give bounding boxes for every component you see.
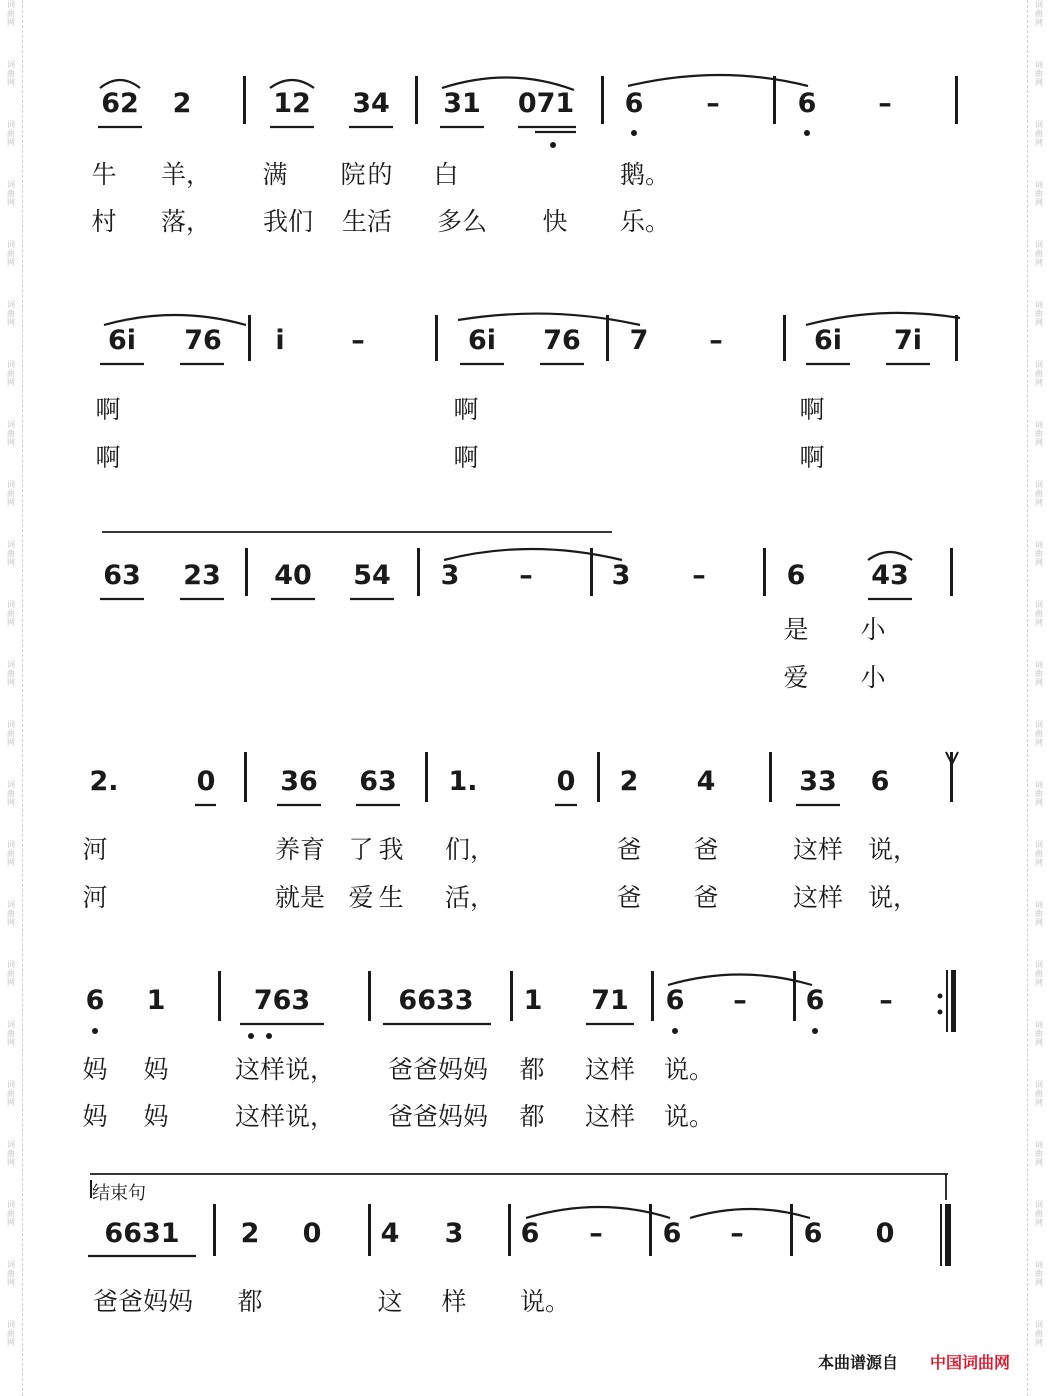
watermark-text: 词 曲 网 xyxy=(7,1140,15,1167)
watermark-text: 词 曲 网 xyxy=(7,660,15,687)
dash: – xyxy=(730,1218,744,1249)
watermark-text: 词 曲 网 xyxy=(7,1200,15,1227)
note: 2 xyxy=(172,88,192,119)
lyric: 小 xyxy=(860,615,886,644)
watermark-text: 词 曲 网 xyxy=(7,1080,15,1107)
note: 6i xyxy=(467,325,497,356)
note: 3 xyxy=(611,560,631,591)
dash: – xyxy=(351,325,365,356)
slur xyxy=(668,975,812,986)
slur xyxy=(100,80,140,88)
lyric: 都 xyxy=(237,1287,263,1316)
lyric: 妈 xyxy=(82,1055,108,1084)
left-margin-strip xyxy=(0,0,23,1396)
lyric: 白 xyxy=(433,160,459,189)
note: 6 xyxy=(85,985,105,1016)
lyric: 啊 xyxy=(95,443,121,472)
lyric: 说。 xyxy=(663,1102,715,1131)
notes-row xyxy=(0,325,1050,375)
note: 0 xyxy=(556,766,576,797)
lyric: 快 xyxy=(542,207,568,236)
watermark-text: 词 曲 网 xyxy=(7,1260,15,1287)
octave-dot xyxy=(550,142,556,148)
lyric: 多么 xyxy=(436,207,488,236)
lyric: 啊 xyxy=(799,395,825,424)
lyric: 爸爸妈妈 xyxy=(92,1287,194,1316)
slur xyxy=(104,315,246,325)
dash: – xyxy=(878,88,892,119)
lyric: 我 xyxy=(378,835,404,864)
barline xyxy=(218,971,221,1021)
watermark-text: 词 曲 网 xyxy=(1035,1260,1043,1287)
note: 763 xyxy=(253,985,311,1016)
lyric: 妈 xyxy=(82,1102,108,1131)
watermark-text: 词 曲 网 xyxy=(1035,420,1043,447)
watermark-text: 词 曲 网 xyxy=(1035,660,1043,687)
barline xyxy=(590,548,593,596)
dash: – xyxy=(879,985,893,1016)
note: 40 xyxy=(274,560,312,591)
lyric: 养育 xyxy=(274,835,326,864)
watermark-text: 词 曲 网 xyxy=(1035,900,1043,927)
barline xyxy=(510,971,513,1021)
watermark-text: 词 曲 网 xyxy=(1035,180,1043,207)
lyric: 牛 xyxy=(91,160,117,189)
note: 1 xyxy=(146,985,166,1016)
note: 54 xyxy=(353,560,391,591)
note: 6 xyxy=(662,1218,682,1249)
barline xyxy=(783,315,786,361)
source-prefix: 本曲谱源自 xyxy=(818,1353,899,1372)
note: 1 xyxy=(523,985,543,1016)
watermark-text: 词 曲 网 xyxy=(1035,1320,1043,1347)
lyric: 爸爸妈妈 xyxy=(387,1055,489,1084)
slur xyxy=(628,75,808,86)
lyric: 们， xyxy=(444,835,496,864)
barline xyxy=(649,1204,652,1256)
barline xyxy=(425,752,428,802)
slur xyxy=(444,549,622,560)
note: 6633 xyxy=(398,985,474,1016)
barline xyxy=(213,1204,216,1256)
barline xyxy=(508,1204,511,1256)
barline xyxy=(415,76,418,124)
watermark-text: 词 曲 网 xyxy=(7,780,15,807)
note: 7 xyxy=(629,325,649,356)
watermark-text: 词 曲 网 xyxy=(7,420,15,447)
watermark-text: 词 曲 网 xyxy=(1035,540,1043,567)
watermark-text: 词 曲 网 xyxy=(1035,360,1043,387)
note: 6 xyxy=(870,766,890,797)
dash: – xyxy=(706,88,720,119)
note: 1. xyxy=(448,766,478,797)
watermark-text: 词 曲 网 xyxy=(1035,300,1043,327)
note: 6 xyxy=(665,985,685,1016)
note: 0 xyxy=(875,1218,895,1249)
note: i xyxy=(275,325,285,356)
note: 62 xyxy=(101,88,139,119)
dash: – xyxy=(589,1218,603,1249)
barline xyxy=(950,548,953,596)
barline xyxy=(651,971,654,1021)
lyric: 爸 xyxy=(693,883,719,912)
lyric: 啊 xyxy=(95,395,121,424)
watermark-text: 词 曲 网 xyxy=(1035,240,1043,267)
lyric: 啊 xyxy=(799,443,825,472)
note: 12 xyxy=(273,88,311,119)
lyric: 生 xyxy=(378,883,404,912)
lyric: 我们 xyxy=(262,207,314,236)
note: 43 xyxy=(871,560,909,591)
watermark-text: 词 曲 网 xyxy=(1035,0,1043,27)
lyric: 的 xyxy=(367,160,393,189)
note: 2 xyxy=(240,1218,260,1249)
lyric: 这样 xyxy=(792,883,844,912)
lyric: 这 xyxy=(377,1287,403,1316)
dash: – xyxy=(733,985,747,1016)
watermark-text: 词 曲 网 xyxy=(7,240,15,267)
dash: – xyxy=(519,560,533,591)
note: 33 xyxy=(799,766,837,797)
slur xyxy=(868,552,912,560)
slur xyxy=(458,314,640,325)
note: 36 xyxy=(280,766,318,797)
watermark-text: 词 曲 网 xyxy=(1035,480,1043,507)
lyric: 这样 xyxy=(584,1102,636,1131)
ending-label: 结束句 xyxy=(92,1183,146,1204)
barline xyxy=(368,1204,371,1256)
lyric: 爸 xyxy=(616,835,642,864)
watermark-text: 词 曲 网 xyxy=(7,1320,15,1347)
lyric: 了 xyxy=(348,835,374,864)
barline xyxy=(435,315,438,361)
lyric: 小 xyxy=(860,663,886,692)
note: 3 xyxy=(444,1218,464,1249)
lyric: 爸 xyxy=(693,835,719,864)
note: 4 xyxy=(696,766,716,797)
note: 0 xyxy=(196,766,216,797)
note: 34 xyxy=(352,88,390,119)
watermark-text: 词 曲 网 xyxy=(7,900,15,927)
barline xyxy=(606,315,609,361)
lyric: 都 xyxy=(519,1055,545,1084)
lyric: 说， xyxy=(867,835,919,864)
note: 76 xyxy=(543,325,581,356)
lyric: 都 xyxy=(519,1102,545,1131)
watermark-text: 词 曲 网 xyxy=(1035,720,1043,747)
lyric: 村 xyxy=(91,207,117,236)
watermark-text: 词 曲 网 xyxy=(7,60,15,87)
watermark-text: 词 曲 网 xyxy=(1035,780,1043,807)
note: 31 xyxy=(443,88,481,119)
notes-row xyxy=(0,985,1050,1035)
watermark-text: 词 曲 网 xyxy=(1035,600,1043,627)
barline xyxy=(243,76,246,124)
watermark-text: 词 曲 网 xyxy=(1035,60,1043,87)
notes-row xyxy=(0,766,1050,816)
barline xyxy=(245,548,248,596)
watermark-text: 词 曲 网 xyxy=(1035,960,1043,987)
lyric: 妈 xyxy=(143,1102,169,1131)
watermark-text: 词 曲 网 xyxy=(1035,1020,1043,1047)
barline xyxy=(417,548,420,596)
barline xyxy=(950,752,953,802)
note: 2. xyxy=(89,766,119,797)
watermark-text: 词 曲 网 xyxy=(7,180,15,207)
dash: – xyxy=(709,325,723,356)
lyric: 乐。 xyxy=(619,207,671,236)
lyric: 生活 xyxy=(341,207,393,236)
note: 71 xyxy=(591,985,629,1016)
barline xyxy=(790,1204,793,1256)
lyric: 活， xyxy=(444,883,496,912)
notes-row xyxy=(0,1218,1050,1268)
barline xyxy=(597,752,600,802)
note: 6 xyxy=(624,88,644,119)
watermark-text: 词 曲 网 xyxy=(7,360,15,387)
watermark-text: 词 曲 网 xyxy=(1035,840,1043,867)
barline xyxy=(955,315,958,361)
watermark-text: 词 曲 网 xyxy=(7,540,15,567)
note: 6i xyxy=(813,325,843,356)
watermark-text: 词 曲 网 xyxy=(7,0,15,27)
right-margin-strip xyxy=(1027,0,1050,1396)
lyric: 说。 xyxy=(663,1055,715,1084)
watermark-text: 词 曲 网 xyxy=(7,300,15,327)
slur xyxy=(270,80,314,88)
barline xyxy=(793,971,796,1021)
source-site-link[interactable]: 中国词曲网 xyxy=(930,1353,1011,1372)
note: 0 xyxy=(302,1218,322,1249)
barline xyxy=(248,315,251,361)
barline xyxy=(244,752,247,802)
watermark-text: 词 曲 网 xyxy=(7,960,15,987)
lyric: 鹅。 xyxy=(619,160,671,189)
lyric: 羊， xyxy=(160,160,212,189)
watermark-text: 词 曲 网 xyxy=(7,720,15,747)
notes-row xyxy=(0,88,1050,138)
lyric: 河 xyxy=(82,835,108,864)
note: 6 xyxy=(803,1218,823,1249)
lyric: 是 xyxy=(783,615,809,644)
lyric: 就是 xyxy=(274,883,326,912)
note: 6 xyxy=(797,88,817,119)
note: 63 xyxy=(359,766,397,797)
lyric: 爸 xyxy=(616,883,642,912)
notes-row xyxy=(0,560,1050,610)
lyric: 样 xyxy=(441,1287,467,1316)
lyric: 说。 xyxy=(519,1287,571,1316)
lyric: 爸爸妈妈 xyxy=(387,1102,489,1131)
lyric: 说， xyxy=(867,883,919,912)
lyric: 落， xyxy=(160,207,212,236)
lyric: 这样说， xyxy=(234,1055,336,1084)
note: 6 xyxy=(520,1218,540,1249)
barline xyxy=(601,76,604,124)
lyric: 爱 xyxy=(348,883,374,912)
watermark-text: 词 曲 网 xyxy=(7,1020,15,1047)
note: 6631 xyxy=(104,1218,180,1249)
watermark-text: 词 曲 网 xyxy=(7,600,15,627)
note: 6i xyxy=(107,325,137,356)
barline xyxy=(955,76,958,124)
note: 071 xyxy=(517,88,575,119)
watermark-text: 词 曲 网 xyxy=(1035,1200,1043,1227)
slur xyxy=(806,313,960,325)
watermark-text: 词 曲 网 xyxy=(7,480,15,507)
lyric: 这样 xyxy=(584,1055,636,1084)
lyric: 河 xyxy=(82,883,108,912)
lyric: 啊 xyxy=(453,395,479,424)
watermark-text: 词 曲 网 xyxy=(1035,1080,1043,1107)
lyric: 这样说， xyxy=(234,1102,336,1131)
note: 63 xyxy=(103,560,141,591)
lyric: 这样 xyxy=(792,835,844,864)
barline xyxy=(769,752,772,802)
dash: – xyxy=(692,560,706,591)
note: 4 xyxy=(380,1218,400,1249)
note: 6 xyxy=(805,985,825,1016)
lyric: 满 xyxy=(262,160,288,189)
lyric: 妈 xyxy=(143,1055,169,1084)
lyric: 爱 xyxy=(783,663,809,692)
note: 3 xyxy=(440,560,460,591)
watermark-text: 词 曲 网 xyxy=(7,120,15,147)
watermark-text: 词 曲 网 xyxy=(7,840,15,867)
note: 6 xyxy=(786,560,806,591)
note: 7i xyxy=(893,325,923,356)
note: 23 xyxy=(183,560,221,591)
watermark-text: 词 曲 网 xyxy=(1035,1140,1043,1167)
note: 2 xyxy=(619,766,639,797)
lyric: 啊 xyxy=(453,443,479,472)
barline xyxy=(773,76,776,124)
lyric: 院 xyxy=(340,160,366,189)
watermark-text: 词 曲 网 xyxy=(1035,120,1043,147)
barline xyxy=(763,548,766,596)
barline xyxy=(368,971,371,1021)
note: 76 xyxy=(184,325,222,356)
